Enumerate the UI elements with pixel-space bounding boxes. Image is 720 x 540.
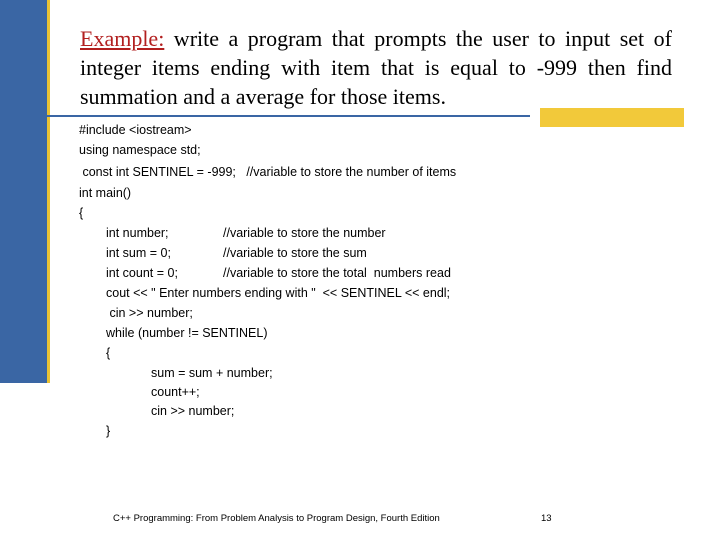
- code-line-2: using namespace std;: [79, 143, 201, 157]
- code-line-1: #include <iostream>: [79, 123, 192, 137]
- left-accent-stripe: [47, 0, 50, 383]
- code-line-9: cout << " Enter numbers ending with " << SENTINEL << endl;: [106, 286, 451, 300]
- title-divider: [47, 115, 530, 117]
- slide-title: [80, 24, 672, 111]
- code-line-5: {: [79, 206, 84, 220]
- example-label: Example:: [80, 26, 165, 51]
- code-line-11: while (number != SENTINEL): [106, 326, 268, 340]
- code-line-16: }: [106, 424, 111, 438]
- code-comment-7: //variable to store the sum: [223, 246, 367, 260]
- code-comment-8: //variable to store the total numbers read: [223, 266, 451, 280]
- title-text: write a program that prompts the user to input set of integer items ending with item that is equal to -999 then find summation and a average for those items.: [80, 26, 672, 109]
- code-line-7: int sum = 0;: [106, 246, 171, 260]
- code-line-3: const int SENTINEL = -999; //variable to store the number of items: [79, 165, 457, 179]
- left-decorative-bar: [0, 0, 47, 383]
- code-line-14: count++;: [151, 385, 200, 399]
- code-line-6: int number;: [106, 226, 169, 240]
- code-line-13: sum = sum + number;: [151, 366, 273, 380]
- code-line-8: int count = 0;: [106, 266, 178, 280]
- code-line-10: cin >> number;: [106, 306, 193, 320]
- page-number: 13: [541, 513, 552, 524]
- code-comment-6: //variable to store the number: [223, 226, 386, 240]
- footer-text: C++ Programming: From Problem Analysis to Program Design, Fourth Edition: [113, 513, 440, 524]
- code-line-15: cin >> number;: [151, 404, 235, 418]
- code-line-4: int main(): [79, 186, 132, 200]
- code-line-12: {: [106, 346, 111, 360]
